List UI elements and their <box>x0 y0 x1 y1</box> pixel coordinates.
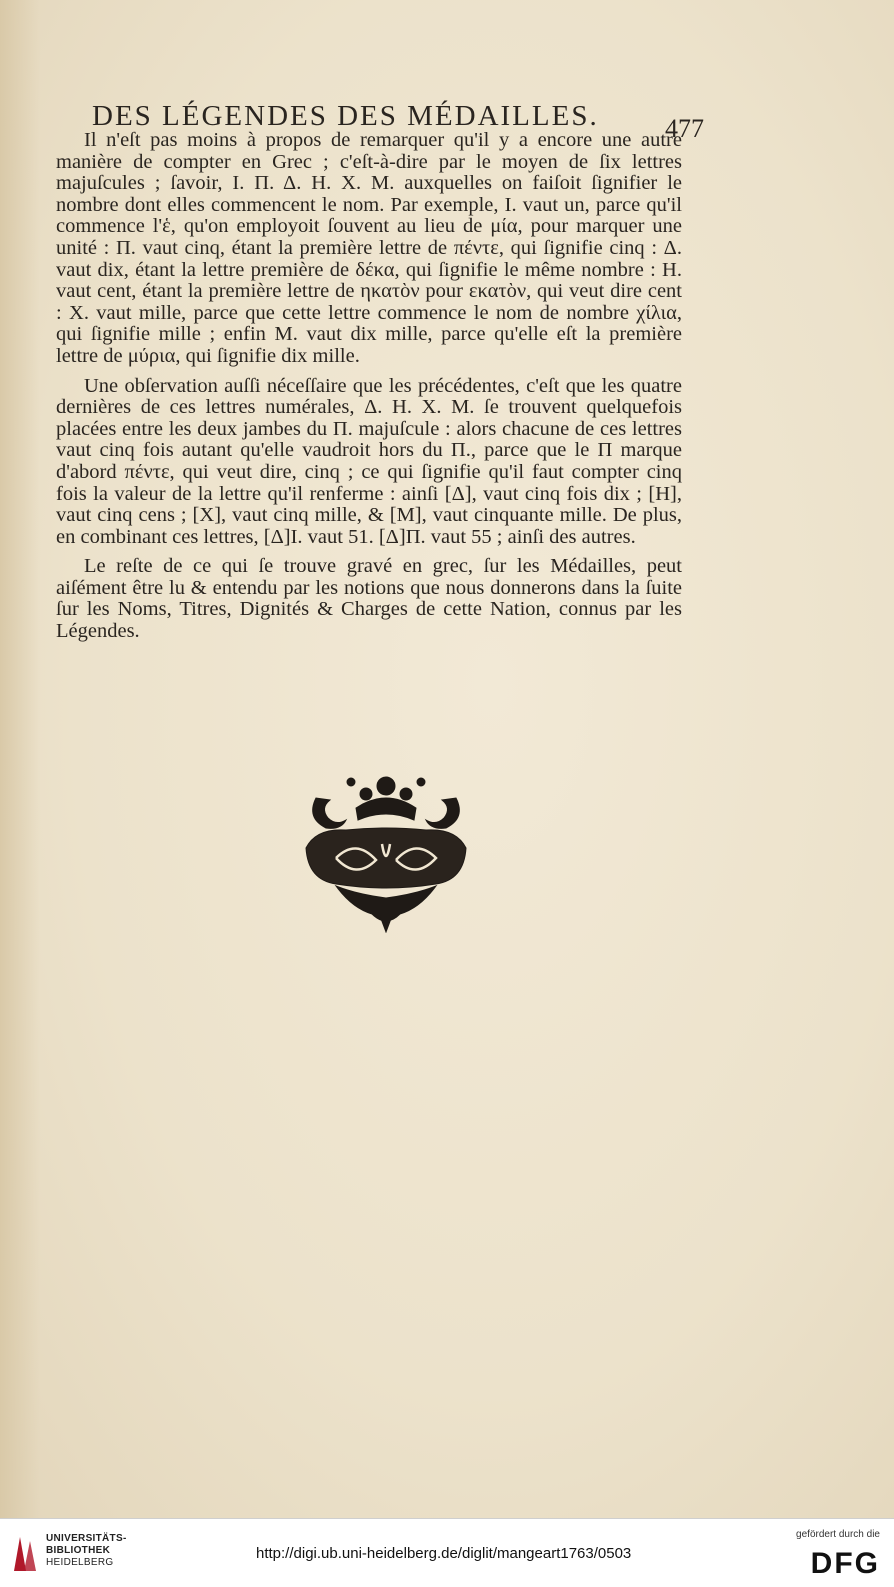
library-name-line: BIBLIOTHEK <box>46 1545 111 1556</box>
permalink-url[interactable]: http://digi.ub.uni-heidelberg.de/diglit/mangeart1763/0503 <box>256 1545 632 1562</box>
paragraph: Il n'eſt pas moins à propos de remarquer qu'il y a encore une autre manière de compter en Grec ; c'eſt-à-dire par le moyen de ſix lettres majuſcules ; ſavoir, I. Π. Δ. H. X. M. auxquelles on faiſoit ſignifier le nombre dont elles commencent le nom. Par exemple, I. vaut un, parce qu'il commence l'ἑ, qu'on employoit ſouvent au lieu de μία, pour marquer une unité : Π. vaut cinq, étant la première lettre de πέντε, qui ſignifie cinq : Δ. vaut dix, étant la lettre première de δέκα, qui ſignifie le même nombre : H. vaut cent, étant la première lettre de ηκατὸν pour εκατὸν, qui veut dire cent : X. vaut mille, parce que cette lettre commence le nom de nombre χίλια, qui ſignifie mille ; enfin M. vaut dix mille, parce qu'elle eſt la première lettre de μύρια, qui ſignifie dix mille. <box>56 129 682 367</box>
library-name[interactable] <box>46 1533 127 1569</box>
page-number: 477 <box>665 114 704 143</box>
gutter-shadow <box>0 0 40 1518</box>
library-name-line: UNIVERSITÄTS- <box>46 1533 127 1544</box>
body-text <box>56 130 682 651</box>
library-name-line: HEIDELBERG <box>46 1557 114 1568</box>
show-through-text <box>230 900 680 1070</box>
dfg-logo[interactable]: DFG <box>810 1547 880 1580</box>
library-logo-icon[interactable] <box>10 1531 40 1575</box>
paragraph: Une obſervation auſſi néceſſaire que les précédentes, c'eſt que les quatre dernières de ces lettres numérales, Δ. H. X. M. ſe trouvent quelquefois placées entre les deux jambes du Π. majuſcule : alors chacune de ces lettres vaut cinq fois autant qu'elle vaudroit hors du Π., parce que le Π marque d'abord πέντε, qui veut dire, cinq ; ce qui ſignifie qu'il faut compter cinq fois la valeur de la lettre qu'il renferme : ainſi [Δ], vaut cinq fois dix ; [H], vaut cinq cens ; [X], vaut cinq mille, & [M], vaut cinquante mille. De plus, en combinant ces lettres, [Δ]I. vaut 51. [Δ]Π. vaut 55 ; ainſi des autres. <box>56 374 682 548</box>
sponsor-label: gefördert durch die <box>796 1529 880 1540</box>
paragraph: Le reſte de ce qui ſe trouve gravé en grec, ſur les Médailles, peut aiſément être lu & entendu par les notions que nous donnerons dans la ſuite ſur les Noms, Titres, Dignités & Charges de cette Nation, connus par les Légendes. <box>56 555 682 643</box>
viewer-footer <box>0 1518 894 1587</box>
running-head-title: DES LÉGENDES DES MÉDAILLES. <box>92 100 599 132</box>
